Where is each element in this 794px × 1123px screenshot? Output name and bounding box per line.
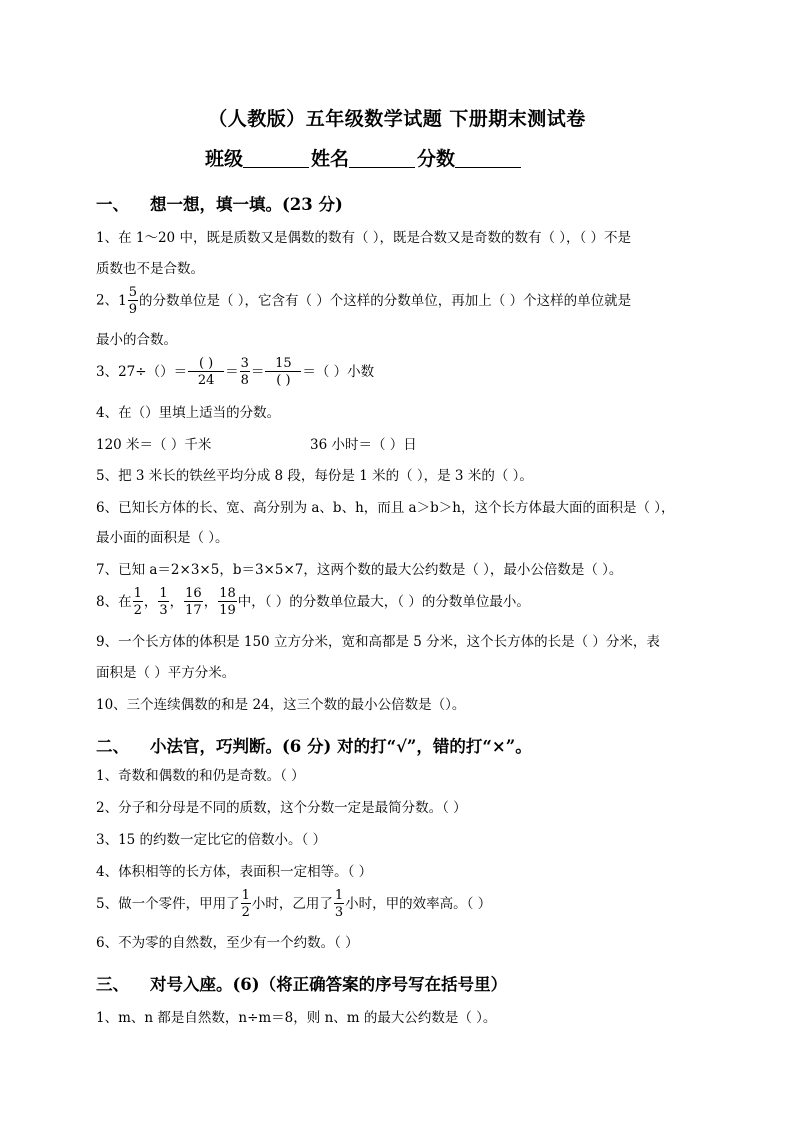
fraction-half: [133, 587, 143, 617]
denominator: 3: [159, 603, 168, 618]
section-title: 小法官，巧判断。(6 分) 对的打“√”，错的打“×”。: [150, 737, 532, 756]
class-blank[interactable]: [243, 167, 309, 168]
denominator: 17: [185, 603, 202, 618]
question-1-7: 7、已知 a＝2×3×5，b＝3×5×7，这两个数的最大公约数是（ ），最小公倍数是（ ）。: [96, 562, 623, 578]
denominator: 9: [128, 302, 137, 317]
question-1-4: 4、在（）里填上适当的分数。: [96, 405, 281, 421]
question-1-2: [96, 286, 631, 316]
question-1-4b: 36 小时＝（ ）日: [310, 437, 417, 453]
question-text: 5、做一个零件，甲用了: [96, 896, 240, 912]
question-2-4: 4、体积相等的长方体，表面积一定相等。（ ）: [96, 864, 373, 880]
name-blank[interactable]: [349, 167, 415, 168]
equals-sign: ＝: [225, 364, 239, 380]
question-text: 小时，乙用了: [251, 896, 333, 912]
fraction-third: [158, 587, 168, 617]
exam-title: （人教版）五年级数学试题 下册期末测试卷: [208, 108, 586, 130]
question-text: 3、27÷（）＝: [96, 364, 188, 380]
question-1-3: [96, 357, 374, 387]
question-1-9a: 9、一个长方体的体积是 150 立方分米，宽和高都是 5 分米，这个长方体的长是（ ）分米，表: [96, 634, 660, 650]
equals-sign: ＝: [250, 364, 265, 380]
numerator[interactable]: ( ): [188, 357, 224, 372]
score-blank[interactable]: [455, 167, 521, 168]
denominator: 2: [241, 905, 250, 920]
numerator: 1: [334, 888, 344, 903]
denominator: 8: [240, 373, 249, 388]
question-text: 8、在: [96, 594, 132, 610]
question-1-1a: 1、在 1～20 中，既是质数又是偶数的数有（ ），既是合数又是奇数的数有（ ），（ ）不是: [96, 230, 632, 246]
section-3-heading: [96, 971, 507, 995]
fraction-16-17: [184, 587, 203, 617]
separator: ，: [169, 594, 184, 610]
fraction-3: [265, 357, 301, 387]
denominator: 3: [334, 905, 344, 920]
fraction-18-19: [218, 587, 237, 617]
mixed-whole: 1: [118, 293, 127, 309]
numerator: 15: [265, 357, 301, 372]
mixed-fraction: [128, 286, 138, 316]
fraction-1: [188, 357, 224, 387]
fraction-half: [241, 889, 251, 919]
question-2-5: [96, 889, 491, 919]
numerator: 1: [159, 586, 168, 601]
question-1-10: 10、三个连续偶数的和是 24，这三个数的最小公倍数是（）。: [96, 697, 466, 713]
section-title: 想一想，填一填。(23 分): [150, 195, 343, 214]
section-2-heading: [96, 733, 532, 757]
question-1-5: 5、把 3 米长的铁丝平均分成 8 段，每份是 1 米的（ ），是 3 米的（ ）。: [96, 468, 533, 484]
numerator: 18: [219, 586, 236, 601]
score-label: 分数: [417, 148, 456, 170]
question-1-1b: 质数也不是合数。: [96, 261, 204, 277]
section-title: 对号入座。(6)（将正确答案的序号写在括号里）: [150, 975, 508, 994]
section-number: 二、: [96, 737, 129, 756]
question-2-3: 3、15 的约数一定比它的倍数小。（ ）: [96, 832, 327, 848]
numerator: 3: [240, 356, 249, 371]
question-2-2: 2、分子和分母是不同的质数，这个分数一定是最简分数。（ ）: [96, 800, 467, 816]
question-text: 的分数单位是（ ），它含有（ ）个这样的分数单位，再加上（ ）个这样的单位就是: [138, 293, 632, 309]
denominator: 24: [197, 373, 215, 388]
question-1-6b: 最小面的面积是（ ）。: [96, 530, 229, 546]
question-1-6a: 6、已知长方体的长、宽、高分别为 a、b、h，而且 a＞b＞h，这个长方体最大面的面积是（ ），: [96, 500, 675, 516]
question-2-6: 6、不为零的自然数，至少有一个约数。（ ）: [96, 935, 359, 951]
question-text: ＝（ ）小数: [302, 364, 375, 380]
denominator: 19: [219, 603, 236, 618]
numerator: 1: [241, 888, 250, 903]
question-2-1: 1、奇数和偶数的和仍是奇数。（ ）: [96, 768, 305, 784]
section-number: 一、: [96, 195, 129, 214]
student-info-line: [205, 144, 523, 171]
question-text: 中，（ ）的分数单位最大，（ ）的分数单位最小。: [237, 594, 530, 610]
section-number: 三、: [96, 975, 129, 994]
numerator: 1: [133, 586, 142, 601]
question-1-4a: 120 米＝（ ）千米: [96, 437, 212, 453]
separator: ，: [143, 594, 158, 610]
section-1-heading: [96, 191, 343, 215]
question-1-8: [96, 587, 530, 617]
question-3-1: 1、m、n 都是自然数，n÷m＝8，则 n、m 的最大公约数是（ ）。: [96, 1010, 497, 1026]
question-1-2b: 最小的合数。: [96, 332, 177, 348]
fraction-third: [334, 889, 344, 919]
numerator: 16: [185, 586, 202, 601]
separator: ，: [203, 594, 218, 610]
denominator[interactable]: ( ): [276, 373, 291, 388]
question-text: 小时，甲的效率高。（ ）: [345, 896, 492, 912]
class-label: 班级: [205, 148, 244, 170]
numerator: 5: [128, 285, 137, 300]
fraction-2: [240, 357, 250, 387]
name-label: 姓名: [311, 148, 350, 170]
question-1-9b: 面积是（ ）平方分米。: [96, 665, 236, 681]
question-number: 2、: [96, 292, 119, 309]
denominator: 2: [133, 603, 142, 618]
